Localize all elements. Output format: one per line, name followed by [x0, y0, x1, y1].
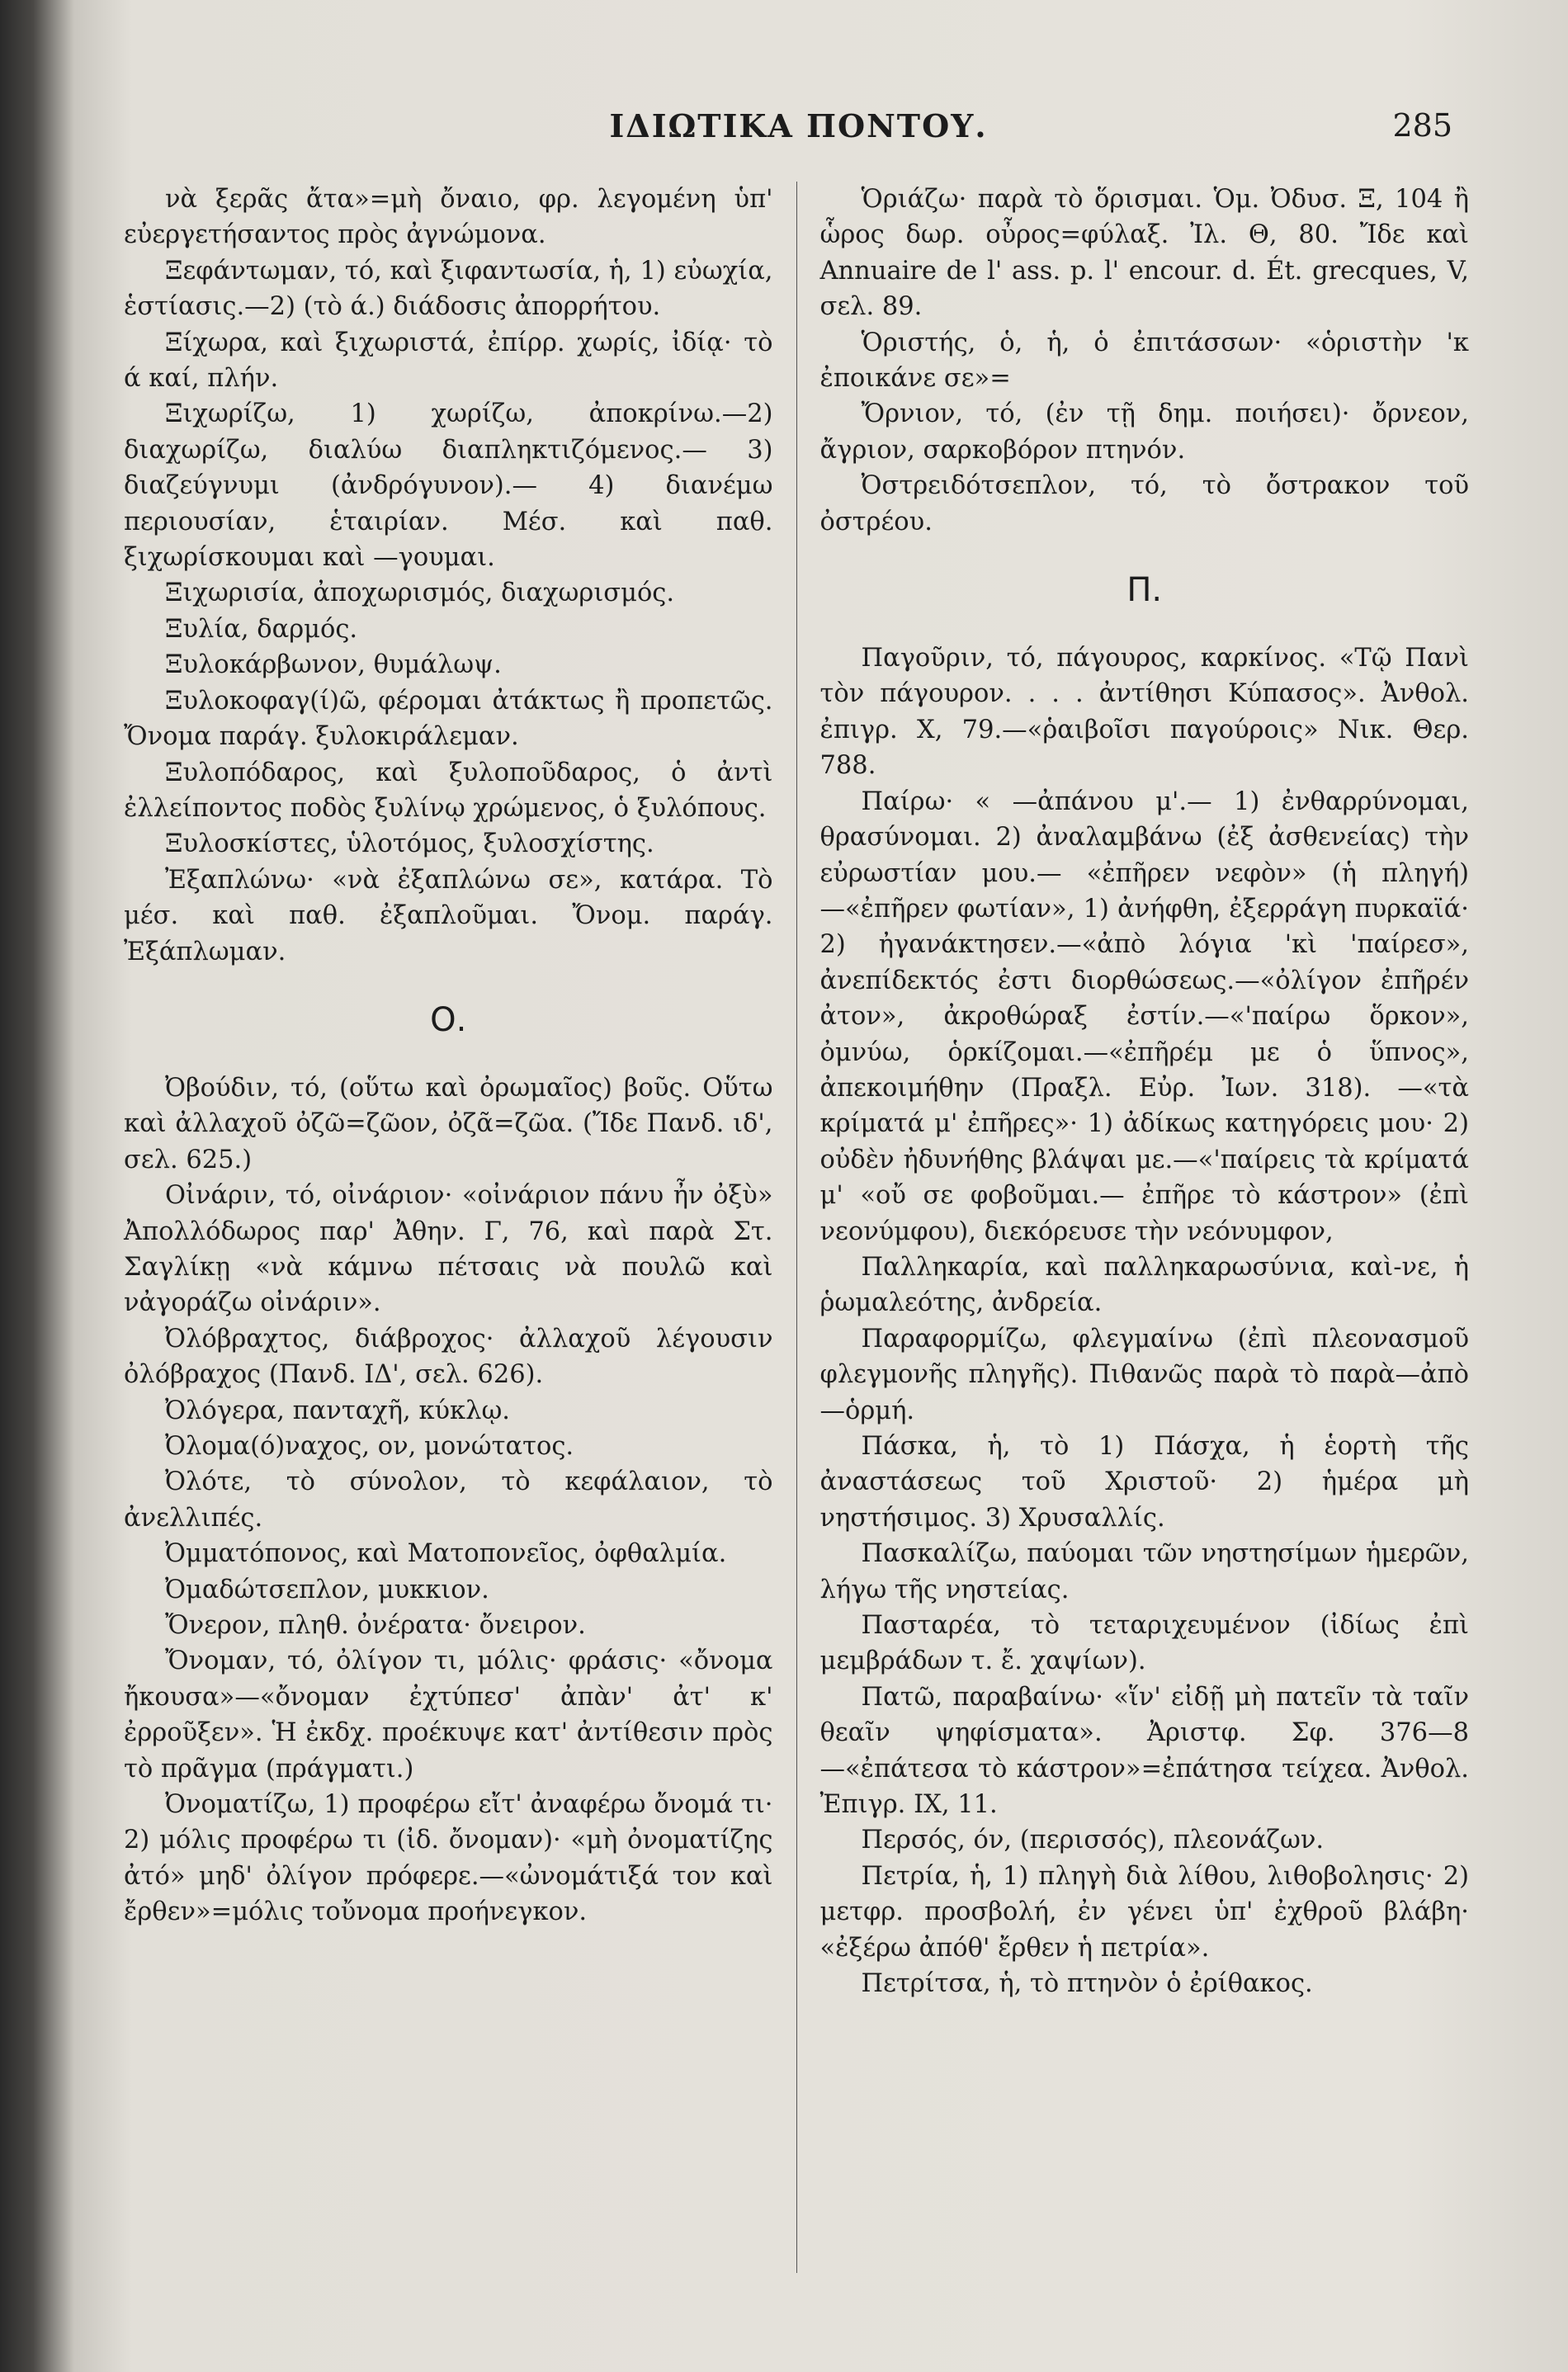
- dictionary-entry: Ὁριστής, ὁ, ἡ, ὁ ἐπιτάσσων· «ὁριστὴν 'κ ἐποικάνε σε»=: [819, 328, 1469, 394]
- dictionary-entry: Ἐξαπλώνω· «νὰ ἐξαπλώνω σε», κατάρα. Τὸ μέσ. καὶ παθ. ἐξαπλοῦμαι. Ὄνομ. παράγ. Ἐξάπλωμαν.: [124, 865, 773, 966]
- dictionary-entry: Οἰνάριν, τό, οἰνάριον· «οἰνάριον πάνυ ἦν ὀξὺ» Ἀπολλόδωρος παρ' Ἀθην. Γ, 76, καὶ παρὰ Στ. Σαγλίκῃ «νὰ κάμνω πέτσαις νὰ πουλῶ καὶ νἀγοράζω οἰνάριν».: [124, 1181, 773, 1318]
- dictionary-entry: Ὀβούδιν, τό, (οὕτω καὶ ὀρωμαῖος) βοῦς. Οὕτω καὶ ἀλλαχοῦ ὀζῶ=ζῶον, ὀζᾶ=ζῶα. (Ἴδε Πανδ. ιδ', σελ. 625.): [124, 1073, 773, 1174]
- dictionary-entry: Ὀμματόπονος, καὶ Ματοπονεῖος, ὀφθαλμία.: [165, 1539, 727, 1569]
- dictionary-entry: Παραφορμίζω, φλεγμαίνω (ἐπὶ πλεονασμοῦ φλεγμονῆς πληγῆς). Πιθανῶς παρὰ τὸ παρὰ—ἀπὸ—ὁρμή.: [819, 1324, 1469, 1425]
- dictionary-entry: Πατῶ, παραβαίνω· «ἵν' εἰδῇ μὴ πατεῖν τὰ ταῖν θεαῖν ψηφίσματα». Ἀριστφ. Σφ. 376—8 —«ἐπάτεσα τὸ κάστρον»=ἐπάτησα τείχεα. Ἀνθολ. Ἐπιγρ. ΙΧ, 11.: [819, 1682, 1469, 1820]
- dictionary-entry: Ξιχωρίζω, 1) χωρίζω, ἀποκρίνω.—2) διαχωρίζω, διαλύω διαπληκτιζόμενος.— 3) διαζεύγνυμι (ἀνδρόγυνον).— 4) διανέμω περιουσίαν, ἑταιρίαν. Μέσ. καὶ παθ. ξιχωρίσκουμαι καὶ —γουμαι.: [124, 399, 773, 573]
- right-entries-after: [820, 640, 1470, 2001]
- dictionary-entry: Ξίχωρα, καὶ ξιχωριστά, ἐπίρρ. χωρίς, ἰδίᾳ· τὸ ά καί, πλήν.: [124, 328, 773, 394]
- right-entries-before: [820, 182, 1470, 540]
- dictionary-entry: Ὀμαδώτσεπλον, μυκκιον.: [165, 1575, 489, 1604]
- dictionary-entry: Παγοῦριν, τό, πάγουρος, καρκίνος. «Τῷ Πανὶ τὸν πάγουρον. . . . ἀντίθησι Κύπασος». Ἀνθολ. ἐπιγρ. Χ, 79.—«ῥαιβοῖσι παγούροις» Νικ. Θερ. 788.: [819, 644, 1469, 781]
- dictionary-entry: Ὀλομα(ό)ναχος, ον, μονώτατος.: [165, 1432, 574, 1461]
- dictionary-entry: Ξεφάντωμαν, τό, καὶ ξιφαντωσία, ἡ, 1) εὐωχία, ἑστίασις.—2) (τὸ ά.) διάδοσις ἀπορρήτου.: [124, 256, 773, 322]
- right-column: [796, 182, 1470, 2273]
- dictionary-entry: Ξυλοσκίστες, ὑλοτόμος, ξυλοσχίστης.: [165, 829, 654, 859]
- dictionary-entry: Πασκαλίζω, παύομαι τῶν νηστησίμων ἡμερῶν, λήγω τῆς νηστείας.: [819, 1539, 1469, 1604]
- page-header: [144, 107, 1452, 157]
- dictionary-entry: Ὀνοματίζω, 1) προφέρω εἴτ' ἀναφέρω ὄνομά τι· 2) μόλις προφέρω τι (ἰδ. ὄνομαν)· «μὴ ὀνοματίζης ἀτό» μηδ' ὀλίγον πρόφερε.—«ὠνομάτιξά τον καὶ ἔρθεν»=μόλις τοὔνομα προήνεγκον.: [124, 1790, 773, 1927]
- dictionary-entry: Πάσκα, ἡ, τὸ 1) Πάσχα, ἡ ἑορτὴ τῆς ἀναστάσεως τοῦ Χριστοῦ· 2) ἡμέρα μὴ νηστήσιμος. 3) Χρυσαλλίς.: [819, 1432, 1469, 1533]
- dictionary-entry: Περσός, όν, (περισσός), πλεονάζων.: [861, 1826, 1325, 1855]
- dictionary-entry: Ὄνομαν, τό, ὀλίγον τι, μόλις· φράσις· «ὄνομα ἤκουσα»—«ὄνομαν ἐχτύπεσ' ἀπὰν' ἀτ' κ' ἐρροῦξεν». Ἡ ἐκδχ. προέκυψε κατ' ἀντίθεσιν πρὸς τὸ πρᾶγμα (πράγματι.): [124, 1647, 773, 1784]
- dictionary-entry: Παλληκαρία, καὶ παλληκαρωσύνια, καὶ-νε, ἡ ῥωμαλεότης, ἀνδρεία.: [819, 1252, 1469, 1318]
- text-columns: [124, 182, 1469, 2273]
- dictionary-entry: Ὀλόβραχτος, διάβροχος· ἀλλαχοῦ λέγουσιν ὀλόβραχος (Πανδ. ΙΔ', σελ. 626).: [124, 1324, 773, 1390]
- left-entries-before: [124, 182, 773, 970]
- dictionary-entry: Ὀλόγερα, πανταχῆ, κύκλῳ.: [165, 1396, 511, 1425]
- section-letter-omicron: Ο.: [430, 1000, 467, 1039]
- left-entries-after: [124, 1070, 773, 1930]
- section-letter-pi: Π.: [1126, 571, 1163, 610]
- dictionary-entry: Ξυλοκάρβωνον, θυμάλωψ.: [165, 650, 502, 680]
- dictionary-entry: Πασταρέα, τὸ τεταριχευμένον (ἰδίως ἐπὶ μεμβράδων τ. ἔ. χαψίων).: [819, 1611, 1469, 1676]
- dictionary-entry: Ξυλοπόδαρος, καὶ ξυλοποῦδαρος, ὁ ἀντὶ ἐλλείποντος ποδὸς ξυλίνῳ χρώμενος, ὁ ξυλόπους.: [124, 758, 773, 823]
- dictionary-entry: Ὄνερον, πληθ. ὀνέρατα· ὄνειρον.: [165, 1611, 586, 1641]
- dictionary-entry: Ὀστρειδότσεπλον, τό, τὸ ὄστρακον τοῦ ὀστρέου.: [819, 471, 1469, 536]
- dictionary-entry: Ξιχωρισία, ἀποχωρισμός, διαχωρισμός.: [165, 579, 675, 608]
- dictionary-entry: Παίρω· « —ἀπάνου μ'.— 1) ἐνθαρρύνομαι, θρασύνομαι. 2) ἀναλαμβάνω (ἐξ ἀσθενείας) τὴν εὐρωστίαν μου.— «ἐπῆρεν νεφὸν» (ἡ πληγή)—«ἐπῆρεν φωτίαν», 1) ἀνήφθη, ἐξερράγη πυρκαϊά· 2) ἠγανάκτησεν.—«ἀπὸ λόγια 'κὶ 'παίρεσ», ἀνεπίδεκτός ἐστι διορθώσεως.—«ὀλίγον ἐπῆρέν ἀτον», ἀκροθώραξ ἐστίν.—«'παίρω ὅρκον», ὀμνύω, ὁρκίζομαι.—«ἐπῆρέμ με ὁ ὕπνος», ἀπεκοιμήθην (Πραξλ. Εὐρ. Ἰων. 318). —«τὰ κρίματά μ' ἐπῆρες»· 1) ἀδίκως κατηγόρεις μου· 2) οὐδὲν ἠδυνήθης βλάψαι με.—«'παίρεις τὰ κρίματά μ' «οὔ σε φοβοῦμαι.— ἐπῆρε τὸ κάστρον» (ἐπὶ νεονύμφου), διεκόρευσε τὴν νεόνυμφον,: [819, 787, 1469, 1246]
- left-column: [124, 182, 796, 2273]
- dictionary-entry: Ὀλότε, τὸ σύνολον, τὸ κεφάλαιον, τὸ ἀνελλιπές.: [124, 1467, 773, 1533]
- dictionary-entry: νὰ ξερᾶς ἄτα»=μὴ ὄναιο, φρ. λεγομένη ὑπ' εὐεργετήσαντος πρὸς ἀγνώμονα.: [124, 185, 773, 250]
- page-number: 285: [1392, 107, 1452, 144]
- dictionary-entry: Ξυλία, δαρμός.: [165, 614, 358, 644]
- dictionary-entry: Ὁριάζω· παρὰ τὸ ὅρισμαι. Ὁμ. Ὀδυσ. Ξ, 104 ἢ ὧρος δωρ. οὖρος=φύλαξ. Ἰλ. Θ, 80. Ἴδε καὶ Annuaire de l' ass. p. l' encour. d. Ét. grecques, V, σελ. 89.: [819, 185, 1469, 322]
- dictionary-entry: Ξυλοκοφαγ(ί)ῶ, φέρομαι ἀτάκτως ἢ προπετῶς. Ὄνομα παράγ. ξυλοκιράλεμαν.: [124, 686, 773, 752]
- dictionary-entry: Πετρίτσα, ἡ, τὸ πτηνὸν ὁ ἐρίθακος.: [861, 1969, 1313, 1999]
- dictionary-entry: Πετρία, ἡ, 1) πληγὴ διὰ λίθου, λιθοβολησις· 2) μετφρ. προσβολή, ἐν γένει ὑπ' ἐχθροῦ βλάβη· «ἐξέρω ἀπόθ' ἔρθεν ἡ πετρία».: [819, 1861, 1469, 1963]
- running-title: ΙΔΙΩΤΙΚΑ ΠΟΝΤΟΥ.: [609, 107, 988, 144]
- dictionary-entry: Ὄρνιον, τό, (ἐν τῇ δημ. ποιήσει)· ὄρνεον, ἄγριον, σαρκοβόρον πτηνόν.: [819, 399, 1469, 465]
